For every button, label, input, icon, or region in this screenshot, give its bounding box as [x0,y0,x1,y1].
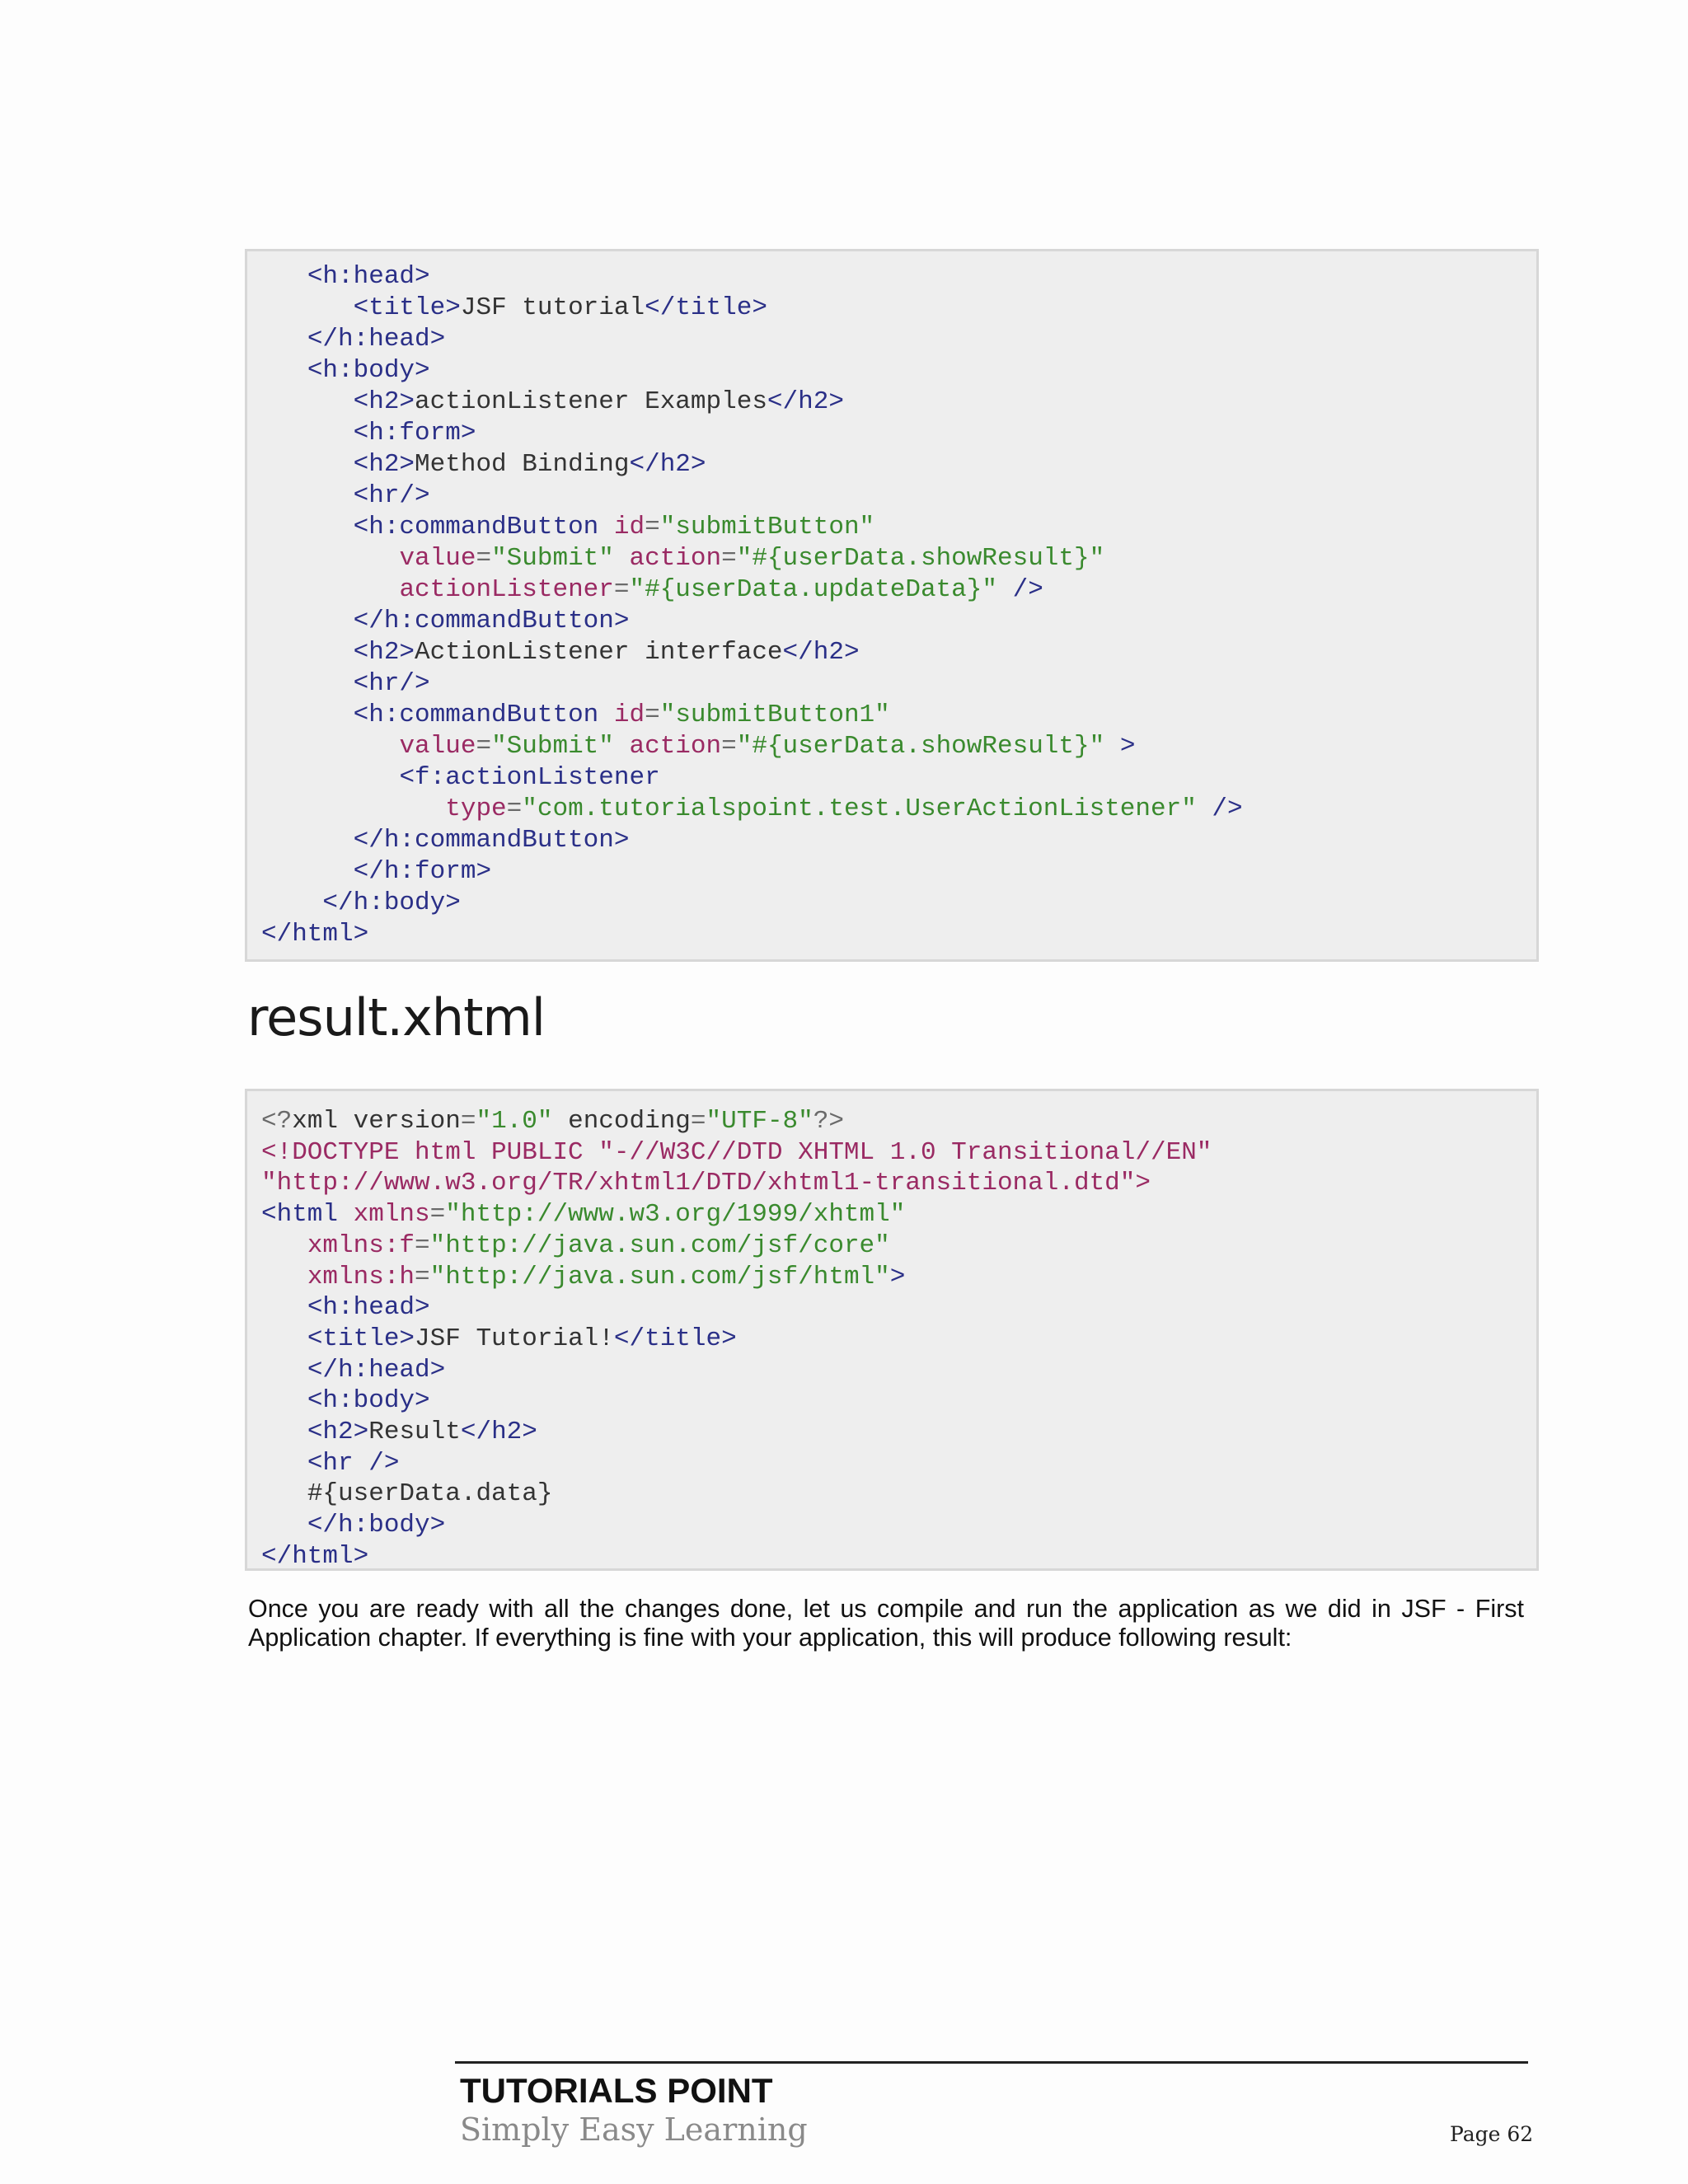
code-token: "Submit" [491,732,614,761]
code-token: = [721,732,737,761]
code-token: action [613,544,722,573]
code-token [261,701,354,729]
code-token: </title> [645,293,767,322]
code-line [261,1448,1536,1479]
code-token: </h:commandButton> [353,607,630,635]
code-line [261,261,1536,293]
code-token [261,481,354,510]
code-line [261,324,1536,355]
code-token: "http://java.sun.com/jsf/html" [429,1262,890,1291]
code-token: type [445,794,507,823]
code-token [261,638,354,667]
code-token: = [476,732,492,761]
code-token: encoding [552,1107,691,1136]
code-line [261,387,1536,418]
code-token: "com.tutorialspoint.test.UserActionListener" [522,794,1197,823]
code-token: > [889,1262,906,1291]
code-token: </h2> [782,638,860,667]
code-token: "http://www.w3.org/TR/xhtml1/DTD/xhtml1-transitional.dtd"> [261,1169,1151,1198]
code-token: = [429,1200,446,1230]
code-token: </h2> [629,450,706,479]
code-token: <h2> [353,387,415,416]
code-token [261,544,399,573]
code-line [261,825,1536,856]
code-token: <h:head> [307,1293,430,1323]
code-token: <html [261,1200,354,1230]
code-token: = [645,513,660,541]
code-token [261,356,307,385]
code-token: <h2> [353,638,415,667]
code-token: </h2> [460,1418,537,1447]
code-line [261,1262,1536,1293]
code-line [261,1541,1536,1572]
code-line [261,1355,1536,1386]
code-line [261,480,1536,512]
code-token: <hr/> [353,669,430,698]
code-token [261,826,354,855]
code-line [261,1479,1536,1510]
code-token [261,1479,307,1508]
code-token: = [415,1262,430,1291]
footer-brand: TUTORIALS POINT [460,2071,773,2110]
section-heading-result-xhtml: result.xhtml [247,987,546,1047]
code-token: actionListener Examples [415,387,767,416]
code-token: <title> [353,293,461,322]
code-block-main-xhtml [245,249,1539,962]
code-token [261,669,354,698]
code-token [261,763,399,792]
code-line [261,1292,1536,1324]
code-token: </title> [613,1324,737,1353]
code-token [261,1418,307,1446]
code-line [261,1324,1536,1355]
code-token [261,450,354,479]
code-token [261,293,354,322]
code-line [261,1230,1536,1262]
code-token [261,1293,307,1322]
code-line [261,1106,1536,1137]
code-line [261,606,1536,637]
code-token: ?> [813,1107,844,1136]
code-token: action [613,732,722,761]
code-token [261,732,399,761]
code-line [261,543,1536,574]
code-token [261,857,354,886]
code-line [261,919,1536,950]
code-token: "http://java.sun.com/jsf/core" [429,1230,890,1260]
code-token: id [613,701,645,729]
code-line [261,1168,1536,1199]
code-token: = [690,1107,706,1136]
code-token [261,325,307,354]
code-line [261,418,1536,449]
page-number: Page 62 [1450,2122,1534,2146]
code-token: <!DOCTYPE html PUBLIC [261,1137,599,1167]
code-token: <h:form> [353,419,476,448]
code-line [261,1417,1536,1448]
code-token: value [399,732,476,761]
code-token: "http://www.w3.org/1999/xhtml" [445,1200,906,1230]
code-token [261,1356,307,1385]
code-token: <h2> [353,450,415,479]
code-token: "submitButton1" [659,701,890,729]
code-token: "UTF-8" [706,1107,814,1136]
code-token: "-//W3C//DTD XHTML 1.0 Transitional//EN" [598,1137,1212,1167]
code-token: actionListener [399,575,614,604]
code-token: xml version [292,1107,461,1136]
code-line [261,1199,1536,1230]
code-token: JSF Tutorial! [415,1324,614,1353]
code-token: = [506,794,523,823]
code-token [261,1231,307,1260]
code-token: xmlns:f [307,1230,415,1260]
code-token [261,387,354,416]
code-token [261,607,354,635]
code-token: /> [996,575,1043,604]
code-token: </h:form> [353,857,492,886]
code-token: = [415,1230,430,1260]
code-token: JSF tutorial [460,293,645,322]
code-line [261,668,1536,700]
code-token: <h:head> [307,262,430,291]
code-line [261,355,1536,387]
code-token [261,1263,307,1291]
code-token: Method Binding [415,450,630,479]
code-token: <? [261,1107,293,1136]
code-token: xmlns:h [307,1262,415,1291]
code-token: <hr/> [353,481,430,510]
code-token: Result [368,1418,461,1447]
code-token: /> [1196,794,1243,823]
code-token: = [460,1107,476,1136]
code-token [261,575,399,604]
code-token: #{userData.data} [307,1479,553,1509]
code-token: "#{userData.updateData}" [629,575,997,604]
code-line [261,293,1536,324]
code-line [261,1137,1536,1169]
code-token [261,262,307,291]
code-token: ActionListener interface [415,638,783,667]
code-token: "#{userData.showResult}" [736,732,1105,761]
code-token: > [1104,732,1136,761]
code-token [261,1449,307,1478]
code-token: <f:actionListener [399,763,660,792]
footer-divider [455,2061,1528,2064]
code-line [261,888,1536,919]
code-line [261,856,1536,888]
code-token: <h:body> [307,1386,430,1416]
code-line [261,700,1536,731]
code-token: <h2> [307,1418,369,1447]
code-line [261,574,1536,606]
code-line [261,794,1536,825]
code-token [261,1324,307,1353]
code-token: </html> [261,1541,369,1571]
code-line [261,1385,1536,1417]
code-token [261,794,445,823]
code-token: id [613,513,645,541]
code-token: <h:body> [307,356,430,385]
code-token: xmlns [353,1200,430,1230]
code-token [261,888,322,917]
code-token: "Submit" [491,544,614,573]
code-line [261,637,1536,668]
code-token: "submitButton" [659,513,875,541]
code-line [261,449,1536,480]
code-line [261,731,1536,762]
code-token: </h:body> [307,1511,446,1540]
code-block-result-xhtml [245,1089,1539,1571]
code-line [261,512,1536,543]
code-token: </h:body> [322,888,461,917]
code-token: "#{userData.showResult}" [736,544,1105,573]
footer-tagline: Simply Easy Learning [460,2111,808,2148]
code-token: </h2> [767,387,844,416]
code-token: = [645,701,660,729]
code-token: = [721,544,737,573]
code-token [261,1511,307,1540]
code-token: <h:commandButton [353,513,614,541]
code-token: </h:head> [307,1355,446,1385]
code-token: </h:commandButton> [353,826,630,855]
code-token: <h:commandButton [353,701,614,729]
code-token: <hr /> [307,1448,400,1478]
code-token: </html> [261,920,369,949]
body-paragraph: Once you are ready with all the changes done, let us compile and run the application as we did in JSF - First Application chapter. If everything is fine with your application, this will produce following result: [248,1595,1524,1652]
code-token: <title> [307,1324,415,1353]
code-line [261,762,1536,794]
code-token: = [613,575,630,604]
code-line [261,1510,1536,1541]
code-token: </h:head> [307,325,446,354]
code-token [261,1386,307,1415]
code-token [261,513,354,541]
code-token: = [476,544,492,573]
code-token [261,419,354,448]
code-token: "1.0" [476,1107,553,1136]
code-token: value [399,544,476,573]
